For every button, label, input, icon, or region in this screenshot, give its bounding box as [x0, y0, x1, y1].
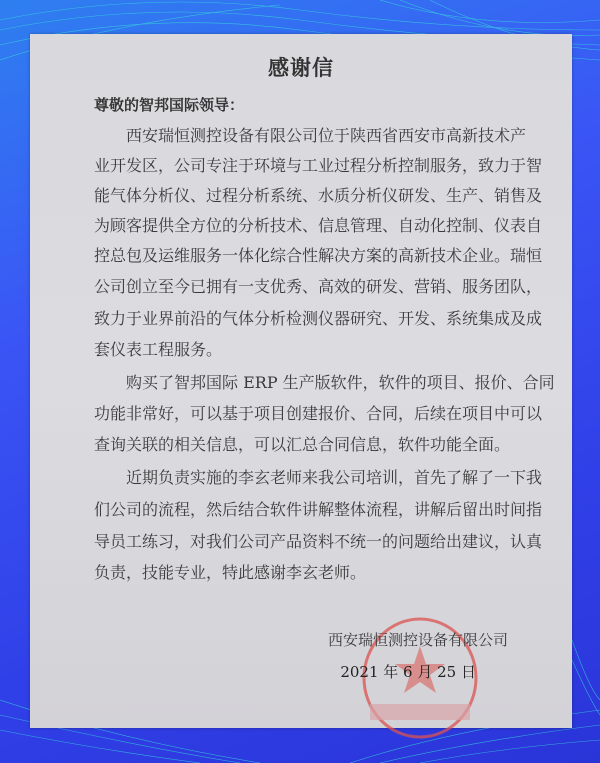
paragraph-line: 控总包及运维服务一体化综合性解决方案的高新技术企业。瑞恒 [94, 246, 543, 265]
paragraph-line: 公司创立至今已拥有一支优秀、高效的研发、营销、服务团队， [94, 277, 543, 296]
paragraph-line: 负责，技能专业，特此感谢李玄老师。 [94, 563, 367, 582]
paragraph-line: 西安瑞恒测控设备有限公司位于陕西省西安市高新技术产 [94, 126, 527, 145]
paragraph-line: 致力于业界前沿的气体分析检测仪器研究、开发、系统集成及成 [94, 309, 543, 328]
salutation: 尊敬的智邦国际领导： [94, 96, 245, 114]
paragraph-line: 们公司的流程，然后结合软件讲解整体流程，讲解后留出时间指 [94, 500, 543, 519]
paragraph-line: 导员工练习，对我们公司产品资料不统一的问题给出建议，认真 [94, 532, 543, 551]
letter-date: 2021 年 6 月 25 日 [340, 663, 476, 681]
paragraph-line: 购买了智邦国际 ERP 生产版软件，软件的项目、报价、合同 [94, 373, 555, 392]
paragraph-line: 能气体分析仪、过程分析系统、水质分析仪研发、生产、销售及 [94, 186, 543, 205]
paragraph-line: 业开发区，公司专注于环境与工业过程分析控制服务，致力于智 [94, 156, 543, 175]
paragraph-line: 套仪表工程服务。 [94, 340, 223, 359]
signature-company: 西安瑞恒测控设备有限公司 [327, 631, 508, 649]
paragraph-line: 功能非常好，可以基于项目创建报价、合同，后续在项目中可以 [94, 404, 543, 423]
paragraph-line: 为顾客提供全方位的分析技术、信息管理、自动化控制、仪表自 [94, 216, 543, 235]
thank-you-letter [30, 34, 572, 728]
paragraph-line: 近期负责实施的李玄老师来我公司培训，首先了解了一下我 [94, 468, 543, 487]
paragraph-line: 查询关联的相关信息，可以汇总合同信息，软件功能全面。 [94, 435, 511, 454]
letter-title: 感谢信 [268, 56, 334, 80]
